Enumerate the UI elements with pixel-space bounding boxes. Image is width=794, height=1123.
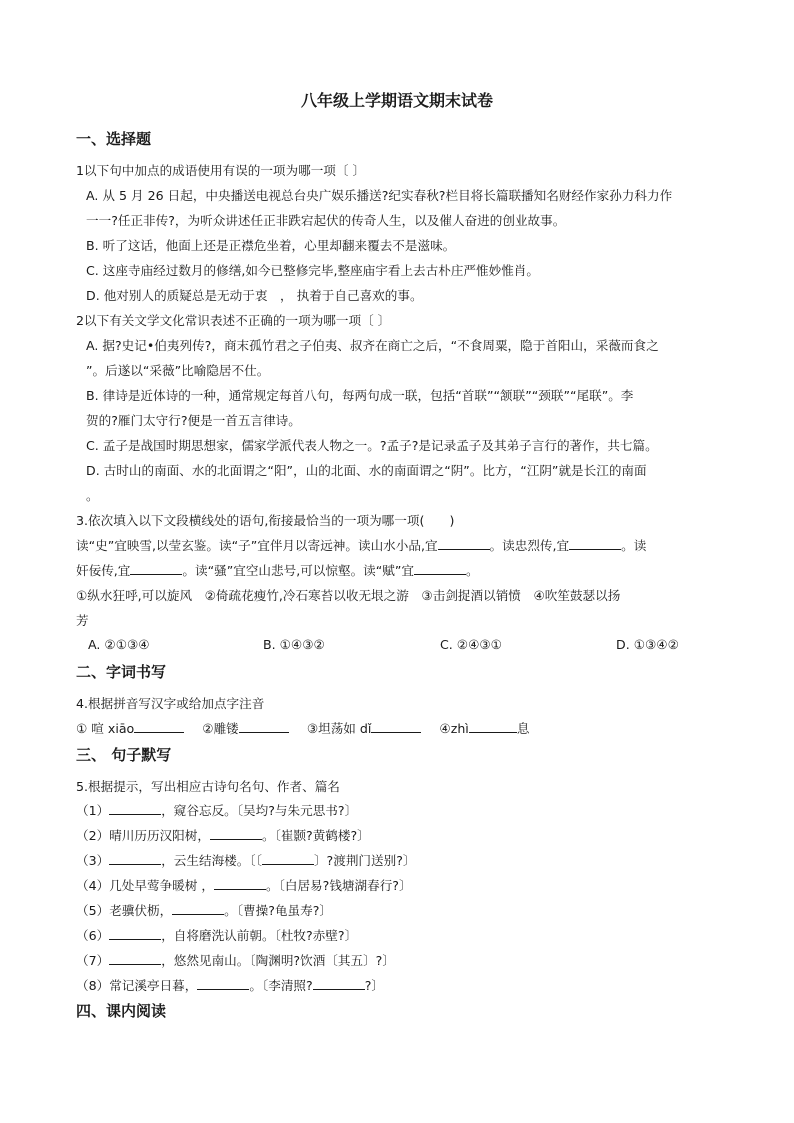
line-text: ，悠然见南山。〔陶渊明?饮酒〔其五〕?〕 — [161, 953, 395, 968]
fill-blank[interactable] — [313, 977, 365, 990]
question-4-stem: 4.根据拼音写汉字或给加点字注音 — [76, 696, 265, 711]
line-text: （2）晴川历历汉阳树， — [76, 828, 210, 843]
line-text: 。〔李清照? — [249, 978, 313, 993]
question-1-option-d: D. 他对别人的质疑总是无动于衷 ， 执着于自己喜欢的事。 — [86, 288, 423, 303]
recitation-line-5 — [76, 902, 332, 920]
line-text: （5）老骥伏枥， — [76, 903, 173, 918]
item-1-label: ① 喧 xiāo — [76, 721, 135, 736]
recitation-line-8 — [76, 977, 384, 995]
fill-blank[interactable] — [134, 720, 184, 733]
section-heading-words: 二、字词书写 — [76, 663, 167, 681]
section-heading-recitation: 三、 句子默写 — [76, 746, 172, 764]
fill-blank[interactable] — [371, 720, 421, 733]
line-number: （6） — [76, 928, 110, 943]
question-1-option-a-line2: 一一?任正非传?，为听众讲述任正非跌宕起伏的传奇人生，以及催人奋进的创业故事。 — [86, 213, 566, 228]
section-heading-reading: 四、课内阅读 — [76, 1002, 167, 1020]
question-2-option-b-line1: B. 律诗是近体诗的一种，通常规定每首八句，每两句成一联，包括“首联”“颔联”“颈联”“尾联”。李 — [86, 388, 634, 403]
question-3-option-d[interactable]: D. ①③④② — [616, 637, 679, 652]
line-text: ，自将磨洗认前朝。〔杜牧?赤壁?〕 — [161, 928, 358, 943]
fill-blank[interactable] — [130, 562, 182, 575]
recitation-line-7 — [76, 952, 395, 970]
question-3-option-b[interactable]: B. ①④③② — [263, 637, 325, 652]
recitation-line-3 — [76, 852, 415, 870]
passage-text: 。读“骚”宜空山悲号,可以惊壑。读“赋”宜 — [182, 563, 414, 578]
recitation-line-1 — [76, 802, 357, 820]
question-3-passage-line2 — [76, 562, 479, 580]
question-2-option-a-line2: ”。后遂以“采薇”比喻隐居不仕。 — [86, 363, 270, 378]
item-4-suffix: 息 — [516, 721, 530, 736]
line-number: （1） — [76, 803, 110, 818]
line-text: （8）常记溪亭日暮， — [76, 978, 198, 993]
question-4-items — [76, 720, 529, 738]
passage-text: 。 — [466, 563, 479, 578]
fill-blank[interactable] — [109, 927, 161, 940]
passage-text: 。读 — [621, 538, 647, 553]
question-2-option-c: C. 孟子是战国时期思想家，儒家学派代表人物之一。?孟子?是记录孟子及其弟子言行的著作，共七篇。 — [86, 438, 658, 453]
recitation-line-6 — [76, 927, 357, 945]
fill-blank[interactable] — [438, 537, 490, 550]
question-1-option-b: B. 听了这话，他面上还是正襟危坐着，心里却翻来覆去不是滋味。 — [86, 238, 456, 253]
question-2-option-a-line1: A. 据?史记•伯夷列传?，商末孤竹君之子伯夷、叔齐在商亡之后，“不食周粟，隐于首阳山，采薇而食之 — [86, 338, 659, 353]
fill-blank[interactable] — [414, 562, 466, 575]
question-3-option-c[interactable]: C. ②④③① — [440, 637, 502, 652]
fill-blank[interactable] — [109, 952, 161, 965]
line-text: （4）几处早莺争暖树 ， — [76, 878, 214, 893]
fill-blank[interactable] — [210, 827, 262, 840]
line-text: 。〔曹操?龟虽寿?〕 — [224, 903, 332, 918]
fill-blank[interactable] — [569, 537, 621, 550]
question-2-option-d-line2: 。 — [86, 488, 99, 503]
question-1-stem: 1以下句中加点的成语使用有误的一项为哪一项〔 〕 — [76, 163, 366, 178]
question-2-stem: 2以下有关文学文化常识表述不正确的一项为哪一项〔 〕 — [76, 313, 391, 328]
page-title: 八年级上学期语文期末试卷 — [300, 91, 493, 110]
question-5-stem: 5.根据提示，写出相应古诗句名句、作者、篇名 — [76, 779, 340, 794]
item-3-label: ③坦荡如 dǐ — [306, 721, 372, 736]
question-2-option-b-line2: 贺的?雁门太守行?便是一首五言律诗。 — [86, 413, 301, 428]
fill-blank[interactable] — [469, 720, 517, 733]
line-number: （7） — [76, 953, 110, 968]
fill-blank[interactable] — [214, 877, 266, 890]
item-2-label: ②雕镂 — [202, 721, 239, 736]
passage-text: 奸佞传,宜 — [76, 563, 131, 578]
section-heading-choice: 一、选择题 — [76, 130, 152, 148]
line-text: 。〔崔颢?黄鹤楼?〕 — [261, 828, 370, 843]
line-text: ，云生结海楼。〔〔 — [161, 853, 262, 868]
passage-text: 。读忠烈传,宜 — [489, 538, 570, 553]
fill-blank[interactable] — [109, 802, 161, 815]
line-text: ?〕 — [364, 978, 384, 993]
fill-blank[interactable] — [109, 852, 161, 865]
fill-blank[interactable] — [239, 720, 289, 733]
line-text: 〕?渡荆门送别?〕 — [313, 853, 416, 868]
question-2-option-d-line1: D. 古时山的南面、水的北面谓之“阳”，山的北面、水的南面谓之“阴”。比方，“江阴”就是长江的南面 — [86, 463, 647, 478]
passage-text: 读“史”宜映雪,以莹玄鉴。读“子”宜伴月以寄远神。读山水小品,宜 — [76, 538, 438, 553]
line-text: ，窥谷忘反。〔吴均?与朱元思书?〕 — [161, 803, 358, 818]
question-3-choices-line1: ①纵水狂呼,可以旋风 ②倚疏花瘦竹,冷石寒苔以收无垠之游 ③击剑捉酒以销愤 ④吹笙鼓瑟以扬 — [76, 588, 621, 603]
fill-blank[interactable] — [197, 977, 249, 990]
question-1-option-c: C. 这座寺庙经过数月的修缮,如今已整修完毕,整座庙宇看上去古朴庄严惟妙惟肖。 — [86, 263, 539, 278]
question-3-option-a[interactable]: A. ②①③④ — [88, 637, 150, 652]
question-1-option-a-line1: A. 从 5 月 26 日起，中央播送电视总台央广娱乐播送?纪实春秋?栏目将长篇联播知名财经作家孙力科力作 — [86, 188, 673, 203]
fill-blank[interactable] — [262, 852, 314, 865]
question-3-stem: 3.依次填入以下文段横线处的语句,衔接最恰当的一项为哪一项( ) — [76, 513, 455, 528]
line-number: （3） — [76, 853, 110, 868]
item-4-label: ④zhì — [439, 721, 469, 736]
fill-blank[interactable] — [172, 902, 224, 915]
recitation-line-2 — [76, 827, 370, 845]
question-3-choices-line2: 芳 — [76, 613, 89, 628]
line-text: 。〔白居易?钱塘湖春行?〕 — [265, 878, 412, 893]
recitation-line-4 — [76, 877, 412, 895]
question-3-passage-line1 — [76, 537, 646, 555]
